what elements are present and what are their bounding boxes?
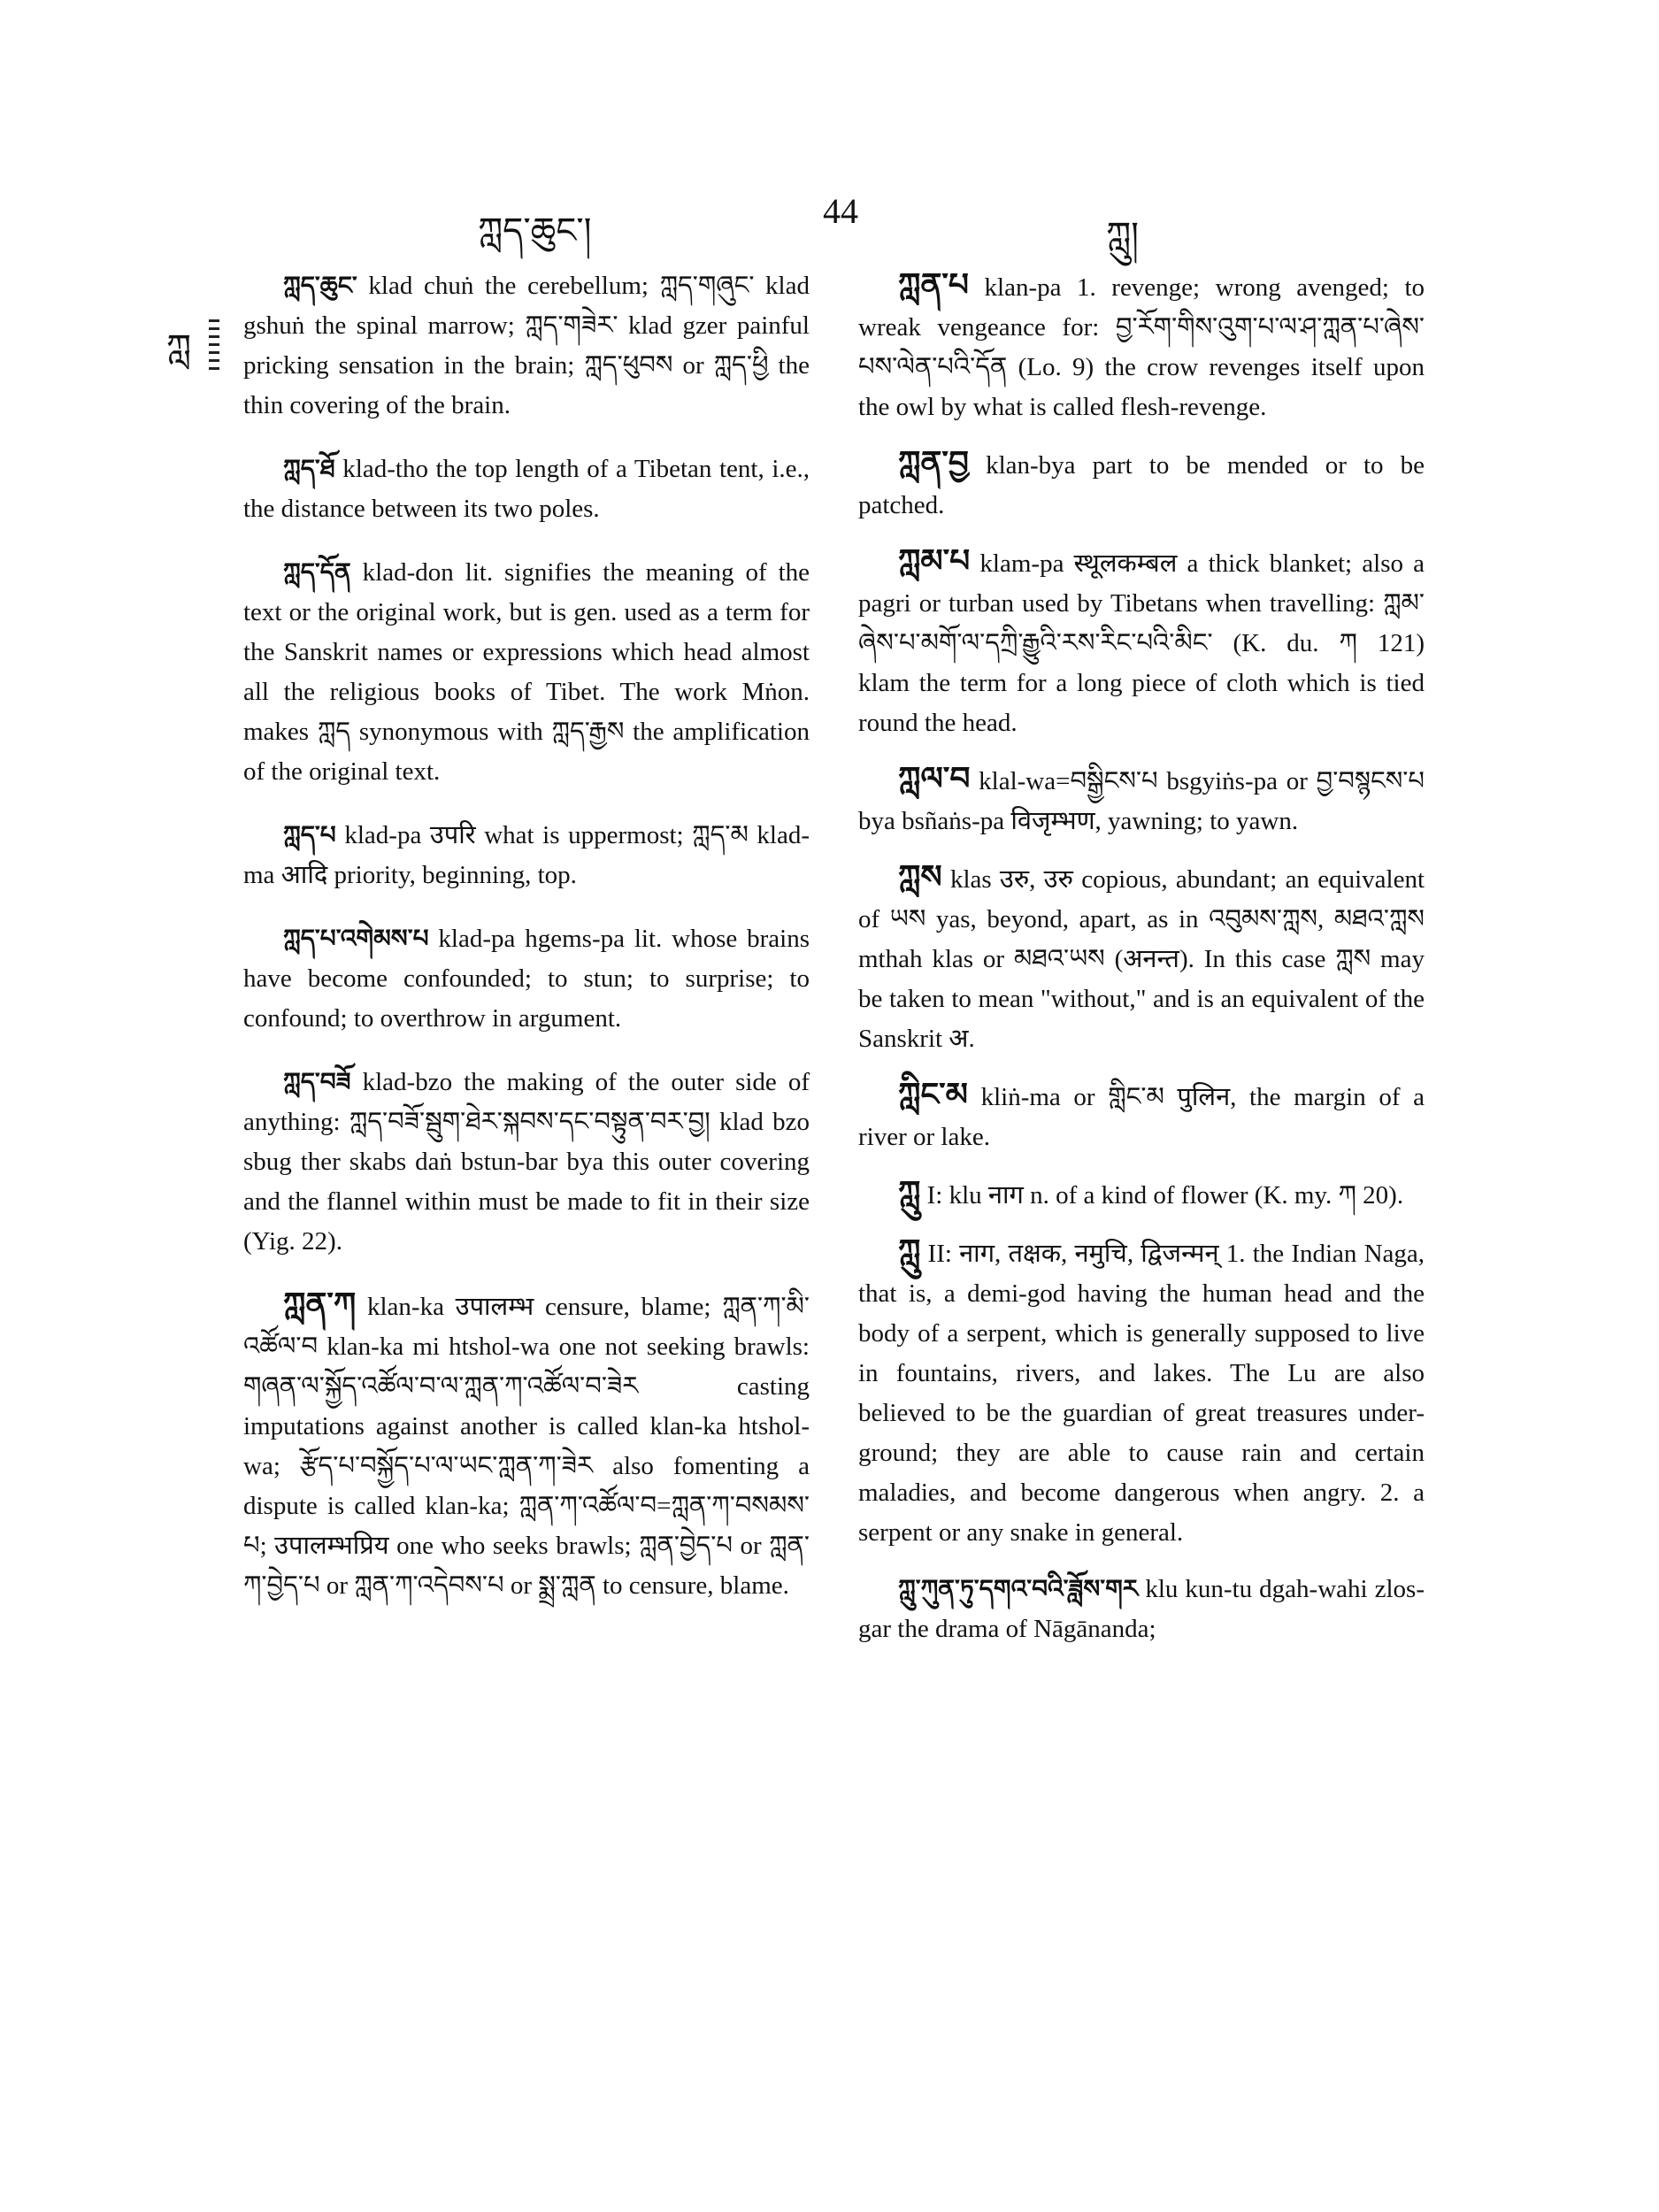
entry-text: klas उरु, उरु copious, abundant; an equivalent of ཡས yas, beyond, apart, as in འབུམས་ཀླས, མཐའ་ཀླས mthah klas or མཐའ་ཡས (अनन्त). In this case ཀླས may be taken to mean "without," and is an equivalent of the Sanskrit अ. — [858, 865, 1425, 1053]
entry-headword: ཀླད་བཟོ — [283, 1067, 351, 1096]
entry-headword: ཀླིང་མ — [898, 1077, 968, 1113]
thumb-index-tab: ཀླ — [152, 314, 205, 381]
dictionary-entry — [858, 265, 1425, 427]
entry-text: klad-tho the top length of a Tibetan tent, i.e., the distance between its two poles. — [243, 455, 810, 523]
entry-text: I: klu नाग n. of a kind of flower (K. my. ཀ 20). — [926, 1181, 1404, 1210]
entry-headword: ཀླད་པ — [283, 820, 336, 849]
entry-text: klal-wa=བསྒྱིངས་པ bsgyiṅs-pa or བྱ་བསྙངས་པ bya bsñaṅs-pa विजृम्भण, yawning; to yawn. — [858, 767, 1425, 835]
entry-headword: ཀླམ་པ — [898, 543, 971, 580]
header-right-headword: ཀླུ། — [1106, 215, 1140, 256]
entry-text: klad-pa hgems-pa lit. whose brains have become confounded; to stun; to surprise; to confound; to overthrow in argument. — [243, 925, 810, 1033]
dictionary-entry — [243, 449, 810, 529]
entry-headword: ཀླལ་བ — [898, 761, 971, 797]
left-column — [243, 265, 810, 1629]
dictionary-entry — [858, 1075, 1425, 1157]
entry-text: klan-ka उपालम्भ censure, blame; ཀླན་ཀ་མི་འཚོལ་བ klan-ka mi htshol-wa one not seeking brawls: གཞན་ལ་སྐྱོད་འཚོལ་བ་ལ་ཀླན་ཀ་འཚོལ་བ་ཟེར casting imputations against another is called klan-ka htshol-wa; རྩོད་པ་བསྐྱོད་པ་ལ་ཡང་ཀླན་ཀ་ཟེར also fomenting a dispute is called klan-ka; ཀླན་ཀ་འཚོལ་བ=ཀླན་ཀ་བསམས་པ; उपालम्भप्रिय one who seeks brawls; ཀླན་བྱེད་པ or ཀླན་ཀ་བྱེད་པ or ཀླན་ཀ་འདེབས་པ or སྨྲ་ཀླན to censure, blame. — [243, 1293, 810, 1600]
dictionary-entry — [858, 1232, 1425, 1553]
dictionary-entry — [858, 1569, 1425, 1649]
dictionary-entry — [243, 918, 810, 1039]
entry-headword: ཀླན་ཀ — [283, 1286, 357, 1323]
entry-text: klan-bya part to be mended or to be patched. — [858, 451, 1425, 519]
dictionary-entry — [243, 1285, 810, 1606]
entry-text: klam-pa स्थूलकम्बल a thick blanket; also a pagri or turban used by Tibetans when travelling: ཀླམ་ཞེས་པ་མགོ་ལ་དཀྲི་རྒྱུའི་རས་རིང་པའི་མིང་ (K. du. ཀ 121) klam the term for a long piece of cloth which is tied round the head. — [858, 549, 1425, 737]
dictionary-entry — [243, 265, 810, 426]
running-header — [0, 181, 1659, 256]
entry-text: klad-don lit. signifies the meaning of the text or the original work, but is gen. used as a term for the Sanskrit names or expressions which head almost all the religious books of Tibet. The work Mṅon. makes ཀླད synonymous with ཀླད་རྒྱས the amplification of the original text. — [243, 558, 810, 786]
entry-text: klad-bzo the making of the outer side of anything: ཀླད་བཟོ་སྦུག་ཐེར་སྐབས་དང་བསྟུན་བར་བྱ། klad bzo sbug ther skabs daṅ bstun-bar bya this outer covering and the flannel within must be made to fit in their size (Yig. 22). — [243, 1068, 810, 1256]
dictionary-entry — [243, 815, 810, 895]
dictionary-entry — [858, 759, 1425, 841]
entry-headword: ཀླན་བྱ — [898, 445, 969, 481]
page-number: 44 — [823, 191, 858, 231]
entry-text: II: नाग, तक्षक, नमुचि, द्विजन्मन् 1. the Indian Naga, that is, a demi-god having the human head and the body of a serpent, which is generally supposed to live in fountains, rivers, and lakes. The Lu are also believed to be the guardian of great treasures under-ground; they are able to cause rain and certain maladies, and become dangerous when angry. 2. a serpent or any snake in general. — [858, 1240, 1425, 1547]
entry-headword: ཀླད་དོན — [283, 557, 351, 587]
entry-headword: ཀླས — [898, 859, 942, 895]
entry-headword: ཀླད་ཐོ — [283, 454, 335, 483]
entry-headword: ཀླུ — [898, 1233, 921, 1270]
entry-headword: ཀླུ་ཀུན་ཏུ་དགའ་བའི་ཟློས་གར — [898, 1574, 1139, 1603]
dictionary-entry — [858, 1173, 1425, 1216]
right-column — [858, 265, 1425, 1665]
entry-text: kliṅ-ma or གླིང་མ पुलिन, the margin of a river or lake. — [858, 1083, 1425, 1151]
dictionary-entry — [858, 443, 1425, 526]
dictionary-entry — [243, 1062, 810, 1262]
entry-text: klu kun-tu dgah-wahi zlos-gar the drama of Nāgānanda; — [858, 1575, 1425, 1643]
entry-text: klan-pa 1. revenge; wrong avenged; to wreak vengeance for: བྱ་རོག་གིས་འུག་པ་ལ་ཤ་ཀླན་པ་ཞེས་པས་ལེན་པའི་དོན (Lo. 9) the crow revenges itself upon the owl by what is called flesh-revenge. — [858, 273, 1425, 421]
entry-text: klad chuṅ the cerebellum; ཀླད་གཞུང་ klad gshuṅ the spinal marrow; ཀླད་གཟེར་ klad gzer painful pricking sensation in the brain; ཀླད་ཕུབས or ཀླད་ཕྱི the thin covering of the brain. — [243, 272, 810, 419]
entry-headword: ཀླད་པ་འགེམས་པ — [283, 924, 429, 953]
entry-headword: ཀླད་ཆུང་ — [283, 271, 357, 300]
dictionary-entry — [243, 552, 810, 792]
entry-text: klad-pa उपरि what is uppermost; ཀླད་མ klad-ma आदि priority, beginning, top. — [243, 821, 810, 889]
dictionary-entry — [858, 857, 1425, 1059]
entry-headword: ཀླུ — [898, 1175, 921, 1211]
header-left-headword: ཀླད་ཆུང་། — [478, 211, 592, 251]
dictionary-entry — [858, 541, 1425, 743]
entry-headword: ཀླན་པ — [898, 267, 969, 303]
